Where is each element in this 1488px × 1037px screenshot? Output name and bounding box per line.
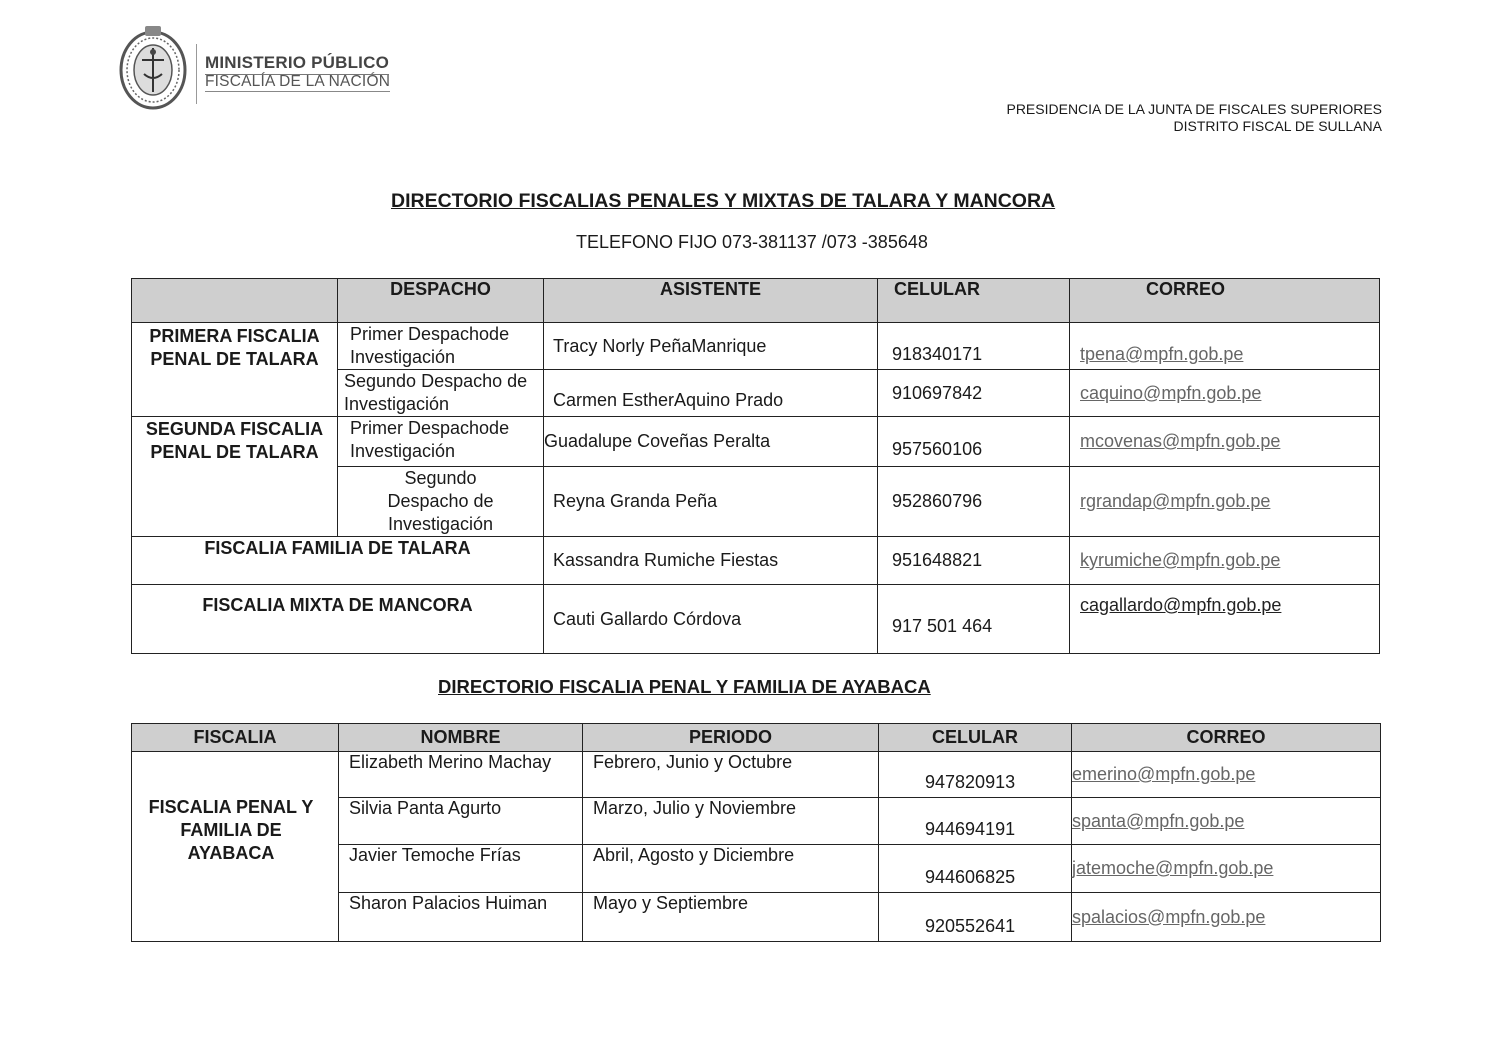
fiscalia-name: FISCALIA MIXTA DE MANCORA <box>132 585 544 654</box>
column-header: CORREO <box>1072 724 1381 752</box>
email-link[interactable]: jatemoche@mpfn.gob.pe <box>1072 858 1274 878</box>
nombre-cell: Elizabeth Merino Machay <box>339 752 583 798</box>
celular-cell: 944694191 <box>879 798 1072 845</box>
fiscalia-name: FISCALIA PENAL Y FAMILIA DE AYABACA <box>132 752 339 942</box>
asistente-cell: Carmen EstherAquino Prado <box>544 370 878 417</box>
periodo-cell: Febrero, Junio y Octubre <box>583 752 879 798</box>
ayabaca-table <box>131 723 1381 942</box>
celular-cell: 917 501 464 <box>878 585 1070 654</box>
ministerio-publico-seal-icon <box>118 22 188 110</box>
column-header: DESPACHO <box>338 279 544 323</box>
phone-line: TELEFONO FIJO 073-381137 /073 -385648 <box>576 232 928 252</box>
column-header: CELULAR <box>878 279 1070 323</box>
celular-cell: 910697842 <box>878 370 1070 417</box>
asistente-cell: Cauti Gallardo Córdova <box>544 585 878 654</box>
despacho-cell: Segundo Despacho de Investigación <box>338 370 544 417</box>
nombre-cell: Javier Temoche Frías <box>339 845 583 893</box>
despacho-cell: Primer Despachode Investigación <box>338 417 544 467</box>
section1-title: DIRECTORIO FISCALIAS PENALES Y MIXTAS DE TALARA Y MANCORA <box>391 190 1056 212</box>
asistente-cell: Reyna Granda Peña <box>544 467 878 537</box>
table-row <box>132 323 1380 370</box>
column-header: CORREO <box>1070 279 1380 323</box>
logo-name: MINISTERIO PÚBLICO <box>205 53 389 75</box>
asistente-cell: Guadalupe Coveñas Peralta <box>544 417 878 467</box>
celular-cell: 918340171 <box>878 323 1070 370</box>
column-header: ASISTENTE <box>544 279 878 323</box>
despacho-cell: Primer Despachode Investigación <box>338 323 544 370</box>
periodo-cell: Abril, Agosto y Diciembre <box>583 845 879 893</box>
asistente-cell: Tracy Norly PeñaManrique <box>544 323 878 370</box>
celular-cell: 947820913 <box>879 752 1072 798</box>
celular-cell: 920552641 <box>879 893 1072 942</box>
celular-cell: 952860796 <box>878 467 1070 537</box>
column-header: FISCALIA <box>132 724 339 752</box>
email-link[interactable]: cagallardo@mpfn.gob.pe <box>1080 595 1282 615</box>
despacho-cell: Segundo Despacho de Investigación <box>338 467 544 537</box>
email-link[interactable]: kyrumiche@mpfn.gob.pe <box>1080 550 1281 570</box>
logo-subtitle: FISCALÍA DE LA NACIÓN <box>205 73 391 90</box>
nombre-cell: Sharon Palacios Huiman <box>339 893 583 942</box>
fiscalia-name: FISCALIA FAMILIA DE TALARA <box>132 537 544 585</box>
table-header-row <box>132 279 1380 323</box>
table-row <box>132 752 1381 798</box>
celular-cell: 957560106 <box>878 417 1070 467</box>
header-line-2: DISTRITO FISCAL DE SULLANA <box>1173 118 1382 134</box>
email-link[interactable]: rgrandap@mpfn.gob.pe <box>1080 491 1271 511</box>
periodo-cell: Mayo y Septiembre <box>583 893 879 942</box>
email-link[interactable]: emerino@mpfn.gob.pe <box>1072 764 1256 784</box>
column-header <box>132 279 338 323</box>
email-link[interactable]: mcovenas@mpfn.gob.pe <box>1080 431 1281 451</box>
email-link[interactable]: spalacios@mpfn.gob.pe <box>1072 906 1266 927</box>
fiscalia-name: PRIMERA FISCALIA PENAL DE TALARA <box>132 323 338 417</box>
periodo-cell: Marzo, Julio y Noviembre <box>583 798 879 845</box>
table-row <box>132 585 1380 654</box>
table-header-row <box>132 724 1381 752</box>
table-row <box>132 417 1380 467</box>
nombre-cell: Silvia Panta Agurto <box>339 798 583 845</box>
column-header: PERIODO <box>583 724 879 752</box>
section2-title: DIRECTORIO FISCALIA PENAL Y FAMILIA DE AYABACA <box>438 676 931 697</box>
email-link[interactable]: spanta@mpfn.gob.pe <box>1072 810 1245 831</box>
talara-mancora-table <box>131 278 1380 654</box>
logo-divider <box>196 44 197 104</box>
table-row <box>132 537 1380 585</box>
celular-cell: 944606825 <box>879 845 1072 893</box>
email-link[interactable]: tpena@mpfn.gob.pe <box>1080 344 1244 364</box>
fiscalia-name: SEGUNDA FISCALIA PENAL DE TALARA <box>132 417 338 537</box>
header-line-1: PRESIDENCIA DE LA JUNTA DE FISCALES SUPERIORES <box>1006 101 1382 117</box>
email-link[interactable]: caquino@mpfn.gob.pe <box>1080 382 1262 403</box>
column-header: CELULAR <box>879 724 1072 752</box>
celular-cell: 951648821 <box>878 537 1070 585</box>
asistente-cell: Kassandra Rumiche Fiestas <box>544 537 878 585</box>
column-header: NOMBRE <box>339 724 583 752</box>
